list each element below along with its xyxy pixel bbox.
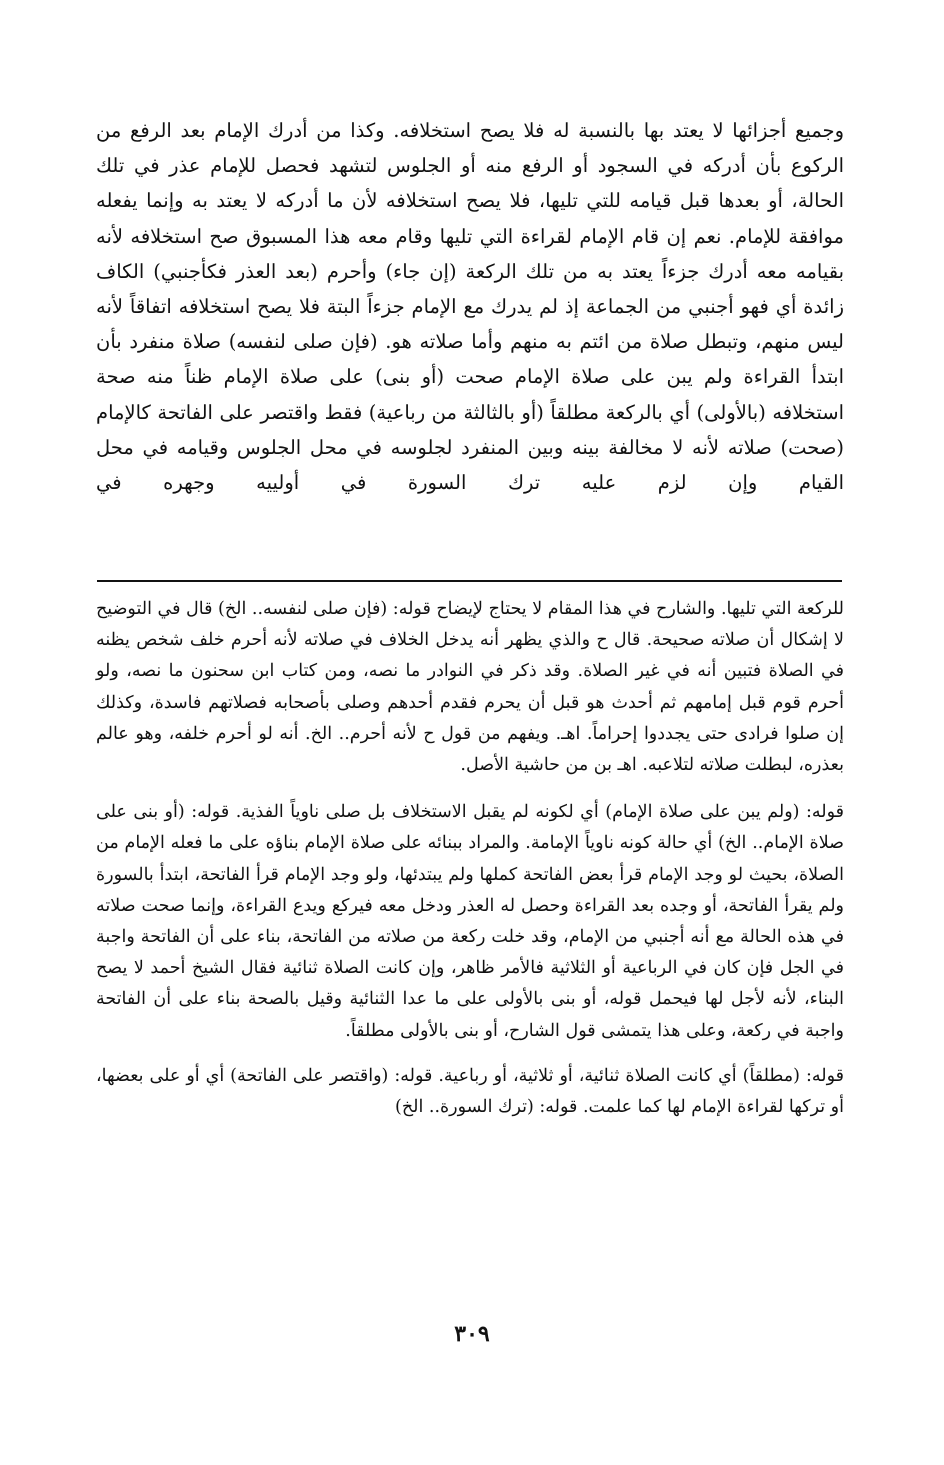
footnotes-block: [96, 594, 844, 1123]
page-number: ٣٠٩: [454, 1321, 490, 1347]
footnote-2: قوله: (ولم يبن على صلاة الإمام) أي لكونه لم يقبل الاستخلاف بل صلى ناوياً الفذية. قوله: (أو بنى على صلاة الإمام.. الخ) أي حالة كونه ناوياً الإمامة. والمراد ببنائه على صلاة الإمام بناؤه على ما فعله الإمام من الصلاة، بحيث لو وجد الإمام قرأ بعض الفاتحة كملها ولم يبتدئها، ولو وجد الإمام قرأ الفاتحة، ابتدأ بالسورة ولم يقرأ الفاتحة، أو وجده بعد القراءة وحصل له العذر ودخل معه فيركع ويدع القراءة، وإنما صحت صلاته في هذه الحالة مع أنه أجنبي من الإمام، وقد خلت ركعة من صلاته من الفاتحة، بناء على أن الفاتحة واجبة في الجل فإن كان في الرباعية أو الثلاثية فالأمر ظاهر، وإن كانت الصلاة ثنائية فقال الشيخ أحمد لا يصح البناء، لأنه لأجل لها فيحمل قوله، أو بنى بالأولى على ما عدا الثنائية وقيل بالصحة بناء على أن الفاتحة واجبة في ركعة، وعلى هذا يتمشى قول الشارح، أو بنى بالأولى مطلقاً.: [96, 802, 844, 1041]
footnote-3: قوله: (مطلقاً) أي كانت الصلاة ثنائية، أو ثلاثية، أو رباعية. قوله: (واقتصر على الفاتحة) أي أو على بعضها، أو تركها لقراءة الإمام لها كما علمت. قوله: (ترك السورة.. الخ): [96, 1065, 844, 1118]
footnote-1: للركعة التي تليها. والشارح في هذا المقام لا يحتاج لإيضاح قوله: (فإن صلى لنفسه.. الخ) قال في التوضيح لا إشكال أن صلاته صحيحة. قال ح والذي يظهر أنه يدخل الخلاف في صلاته لأنه أحرم خلف شخص يظنه في الصلاة فتبين أنه في غير الصلاة. وقد ذكر في النوادر ما نصه، ومن كتاب ابن سحنون ما نصه، ولو أحرم قوم قبل إمامهم ثم أحدث هو قبل أن يحرم فقدم أحدهم وصلى بأصحابه فصلاتهم فاسدة، وكذلك إن صلوا فرادى حتى يجددوا إحراماً. اهـ. ويفهم من قول ح لأنه أحرم.. الخ. أنه لو أحرم خلفه، وهو عالم بعذره، لبطلت صلاته لتلاعبه. اهـ بن من حاشية الأصل.: [96, 599, 844, 776]
main-paragraph: وجميع أجزائها لا يعتد بها بالنسبة له فلا يصح استخلافه. وكذا من أدرك الإمام بعد الرفع من الركوع بأن أدركه في السجود أو الرفع منه أو الجلوس لتشهد فحصل للإمام عذر في تلك الحالة، أو بعدها قبل قيامه للتي تليها، فلا يصح استخلافه لأن ما أدركه لا يعتد به وإنما يفعله موافقة للإمام. نعم إن قام الإمام لقراءة التي تليها وقام معه هذا المسبوق صح استخلافه لأنه بقيامه معه أدرك جزءاً يعتد به من تلك الركعة (إن جاء) وأحرم (بعد العذر فكأجنبي) الكاف زائدة أي فهو أجنبي من الجماعة إذ لم يدرك مع الإمام جزءاً البتة فلا يصح استخلافه اتفاقاً لأنه ليس منهم، وتبطل صلاة من ائتم به منهم وأما صلاته هو. (فإن صلى لنفسه) صلاة منفرد بأن ابتدأ القراءة ولم يبن على صلاة الإمام صحت (أو بنى) على صلاة الإمام ظناً منه صحة استخلافه (بالأولى) أي بالركعة مطلقاً (أو بالثالثة من رباعية) فقط واقتصر على الفاتحة كالإمام (صحت) صلاته لأنه لا مخالفة بينه وبين المنفرد لجلوسه في محل الجلوس وقيامه في محل القيام وإن لزم عليه ترك السورة في أولييه وجهره في: [96, 119, 844, 495]
footnote-divider: [97, 580, 842, 582]
main-text-block: [96, 113, 844, 500]
